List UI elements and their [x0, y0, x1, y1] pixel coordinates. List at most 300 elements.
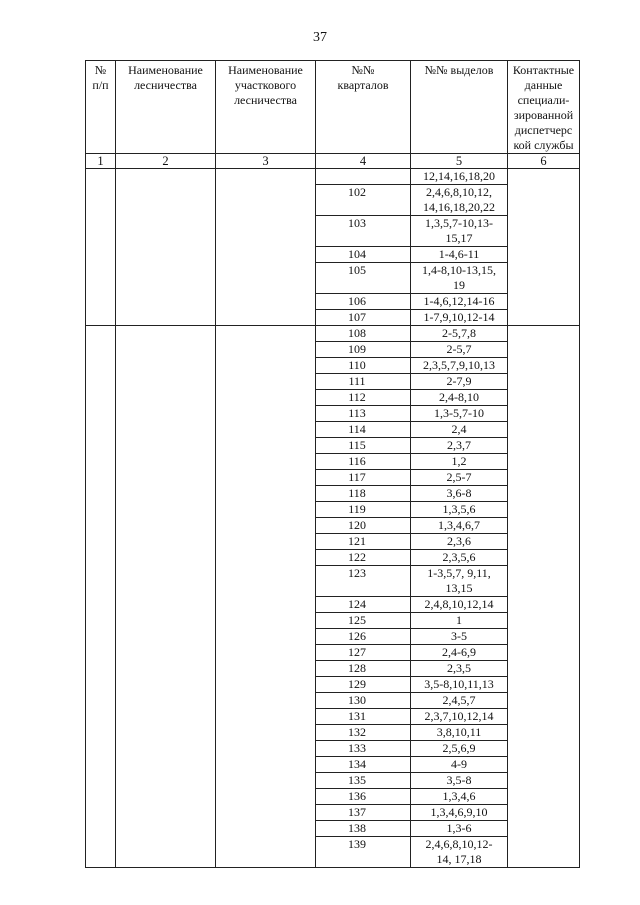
vydely-cell [411, 805, 508, 821]
table-row [86, 169, 580, 185]
empty-cell [116, 645, 216, 661]
table-row [86, 326, 580, 342]
column-header-line: лесничества [234, 93, 297, 107]
table-row [86, 837, 580, 868]
vydely-line: 1,3,5,6 [442, 502, 476, 516]
empty-cell [216, 677, 316, 693]
column-header-line: кварталов [337, 78, 389, 92]
table-row [86, 597, 580, 613]
vydely-line: 3-5 [451, 629, 467, 643]
kvartal-cell: 112 [316, 390, 411, 406]
table-row [86, 247, 580, 263]
column-header-line: участкового [234, 78, 297, 92]
empty-cell [86, 661, 116, 677]
empty-cell [508, 709, 580, 725]
vydely-cell [411, 677, 508, 693]
empty-cell [116, 518, 216, 534]
column-header-line: Контактные [512, 63, 575, 77]
empty-cell [508, 294, 580, 310]
empty-cell [86, 613, 116, 629]
vydely-line: 2,4,8,10,12,14 [424, 597, 494, 611]
empty-cell [508, 326, 580, 342]
empty-cell [86, 709, 116, 725]
empty-cell [86, 310, 116, 326]
empty-cell [116, 185, 216, 216]
empty-cell [86, 438, 116, 454]
empty-cell [116, 534, 216, 550]
empty-cell [508, 486, 580, 502]
table-row [86, 470, 580, 486]
vydely-line: 2,3,7 [447, 438, 471, 452]
empty-cell [86, 645, 116, 661]
empty-cell [86, 518, 116, 534]
table-row [86, 805, 580, 821]
empty-cell [216, 629, 316, 645]
vydely-cell [411, 709, 508, 725]
vydely-cell [411, 263, 508, 294]
table-row [86, 613, 580, 629]
table-row [86, 566, 580, 597]
empty-cell [116, 725, 216, 741]
vydely-line: 1-7,9,10,12-14 [423, 310, 495, 324]
column-header-line: №№ выделов [424, 63, 494, 77]
vydely-line: 14,16,18,20,22 [423, 200, 495, 214]
empty-cell [116, 470, 216, 486]
kvartal-cell: 126 [316, 629, 411, 645]
kvartal-cell: 127 [316, 645, 411, 661]
empty-cell [116, 741, 216, 757]
empty-cell [116, 390, 216, 406]
empty-cell [116, 486, 216, 502]
kvartal-cell: 102 [316, 185, 411, 216]
empty-cell [508, 470, 580, 486]
vydely-line: 1,3-5,7-10 [434, 406, 484, 420]
empty-cell [216, 534, 316, 550]
page-number: 37 [313, 30, 327, 45]
table-row [86, 390, 580, 406]
empty-cell [508, 342, 580, 358]
empty-cell [86, 263, 116, 294]
empty-cell [86, 597, 116, 613]
vydely-cell [411, 837, 508, 868]
empty-cell [216, 661, 316, 677]
empty-cell [508, 789, 580, 805]
empty-cell [508, 390, 580, 406]
vydely-line: 2-7,9 [446, 374, 472, 388]
empty-cell [508, 438, 580, 454]
empty-cell [508, 645, 580, 661]
empty-cell [86, 725, 116, 741]
empty-cell [116, 629, 216, 645]
table-row [86, 518, 580, 534]
empty-cell [216, 326, 316, 342]
empty-cell [508, 550, 580, 566]
vydely-line: 15,17 [445, 231, 473, 245]
kvartal-cell: 123 [316, 566, 411, 597]
kvartal-cell: 117 [316, 470, 411, 486]
table-row [86, 294, 580, 310]
table-row [86, 677, 580, 693]
empty-cell [508, 613, 580, 629]
column-header-line: лесничества [134, 78, 197, 92]
empty-cell [216, 422, 316, 438]
empty-cell [86, 470, 116, 486]
kvartal-cell: 114 [316, 422, 411, 438]
column-header-line: диспетчерс [514, 123, 573, 137]
vydely-cell [411, 725, 508, 741]
vydely-line: 1 [456, 613, 462, 627]
empty-cell [216, 263, 316, 294]
empty-cell [86, 757, 116, 773]
vydely-line: 3,5-8,10,11,13 [424, 677, 494, 691]
empty-cell [216, 294, 316, 310]
empty-cell [116, 374, 216, 390]
empty-cell [508, 661, 580, 677]
empty-cell [116, 789, 216, 805]
vydely-cell [411, 789, 508, 805]
vydely-cell [411, 470, 508, 486]
table-row [86, 693, 580, 709]
table-row [86, 310, 580, 326]
empty-cell [86, 629, 116, 645]
empty-cell [508, 773, 580, 789]
empty-cell [116, 502, 216, 518]
empty-cell [216, 725, 316, 741]
vydely-cell [411, 326, 508, 342]
empty-cell [508, 169, 580, 185]
empty-cell [116, 821, 216, 837]
column-header-line: зированной [513, 108, 574, 122]
empty-cell [86, 821, 116, 837]
empty-cell [116, 169, 216, 185]
empty-cell [86, 773, 116, 789]
vydely-cell [411, 773, 508, 789]
empty-cell [116, 247, 216, 263]
empty-cell [508, 725, 580, 741]
kvartal-cell: 128 [316, 661, 411, 677]
empty-cell [116, 263, 216, 294]
table-row [86, 629, 580, 645]
empty-cell [116, 709, 216, 725]
vydely-line: 2,5,6,9 [442, 741, 476, 755]
kvartal-cell: 113 [316, 406, 411, 422]
empty-cell [216, 470, 316, 486]
empty-cell [508, 185, 580, 216]
empty-cell [216, 342, 316, 358]
vydely-line: 1,3,4,6,7 [438, 518, 480, 532]
empty-cell [508, 741, 580, 757]
kvartal-cell: 139 [316, 837, 411, 868]
table-row [86, 757, 580, 773]
empty-cell [508, 821, 580, 837]
empty-cell [86, 502, 116, 518]
vydely-cell [411, 216, 508, 247]
column-header-line: № [94, 63, 107, 77]
empty-cell [216, 169, 316, 185]
kvartal-cell: 134 [316, 757, 411, 773]
table-row [86, 725, 580, 741]
vydely-cell [411, 502, 508, 518]
table-row [86, 821, 580, 837]
kvartal-cell: 111 [316, 374, 411, 390]
vydely-cell [411, 757, 508, 773]
empty-cell [86, 342, 116, 358]
vydely-cell [411, 597, 508, 613]
vydely-line: 4-9 [451, 757, 467, 771]
vydely-line: 1,3,4,6,9,10 [430, 805, 488, 819]
empty-cell [216, 438, 316, 454]
empty-cell [116, 837, 216, 868]
vydely-cell [411, 247, 508, 263]
empty-cell [216, 645, 316, 661]
empty-cell [86, 422, 116, 438]
empty-cell [116, 805, 216, 821]
empty-cell [508, 693, 580, 709]
empty-cell [508, 406, 580, 422]
empty-cell [86, 805, 116, 821]
vydely-line: 2,3,5,7,9,10,13 [423, 358, 495, 372]
empty-cell [216, 597, 316, 613]
vydely-line: 2,4,6,8,10,12, [426, 185, 492, 199]
column-header [116, 61, 216, 154]
vydely-cell [411, 645, 508, 661]
vydely-line: 13,15 [445, 581, 473, 595]
empty-cell [86, 693, 116, 709]
empty-cell [216, 741, 316, 757]
empty-cell [86, 358, 116, 374]
empty-cell [216, 789, 316, 805]
table-row [86, 263, 580, 294]
table-row [86, 550, 580, 566]
column-number: 4 [316, 154, 411, 169]
vydely-line: 1,3,5,7-10,13- [425, 216, 493, 230]
empty-cell [116, 406, 216, 422]
empty-cell [508, 216, 580, 247]
vydely-cell [411, 358, 508, 374]
header-row [86, 61, 580, 154]
kvartal-cell: 124 [316, 597, 411, 613]
kvartal-cell: 110 [316, 358, 411, 374]
column-header-line: Наименование [128, 63, 203, 77]
vydely-cell [411, 185, 508, 216]
empty-cell [86, 169, 116, 185]
vydely-line: 1-3,5,7, 9,11, [427, 566, 491, 580]
empty-cell [86, 677, 116, 693]
vydely-line: 1,4-8,10-13,15, [422, 263, 496, 277]
empty-cell [86, 374, 116, 390]
empty-cell [508, 502, 580, 518]
empty-cell [216, 486, 316, 502]
kvartal-cell: 105 [316, 263, 411, 294]
vydely-cell [411, 454, 508, 470]
vydely-cell [411, 741, 508, 757]
kvartal-cell: 138 [316, 821, 411, 837]
column-header-line: №№ [351, 63, 375, 77]
empty-cell [116, 597, 216, 613]
table-row [86, 358, 580, 374]
empty-cell [508, 374, 580, 390]
empty-cell [116, 566, 216, 597]
vydely-line: 14, 17,18 [436, 852, 482, 866]
empty-cell [216, 550, 316, 566]
empty-cell [216, 390, 316, 406]
empty-cell [216, 247, 316, 263]
empty-cell [116, 310, 216, 326]
table-row [86, 789, 580, 805]
kvartal-cell: 118 [316, 486, 411, 502]
vydely-cell [411, 566, 508, 597]
empty-cell [86, 789, 116, 805]
empty-cell [508, 597, 580, 613]
empty-cell [86, 216, 116, 247]
kvartal-cell: 130 [316, 693, 411, 709]
empty-cell [116, 454, 216, 470]
empty-cell [216, 374, 316, 390]
vydely-line: 2,4,6,8,10,12- [425, 837, 493, 851]
empty-cell [86, 454, 116, 470]
table-row [86, 502, 580, 518]
column-header [216, 61, 316, 154]
vydely-line: 2,3,5 [447, 661, 471, 675]
empty-cell [116, 216, 216, 247]
empty-cell [508, 518, 580, 534]
table-row [86, 486, 580, 502]
kvartal-cell: 119 [316, 502, 411, 518]
vydely-cell [411, 406, 508, 422]
column-header-line: Наименование [228, 63, 303, 77]
table-body [86, 169, 580, 868]
empty-cell [216, 185, 316, 216]
empty-cell [216, 406, 316, 422]
vydely-cell [411, 374, 508, 390]
empty-cell [86, 534, 116, 550]
empty-cell [216, 773, 316, 789]
vydely-cell [411, 534, 508, 550]
table-row [86, 422, 580, 438]
table-row [86, 773, 580, 789]
table-row [86, 342, 580, 358]
vydely-cell [411, 390, 508, 406]
vydely-cell [411, 169, 508, 185]
empty-cell [216, 310, 316, 326]
vydely-cell [411, 310, 508, 326]
column-header [508, 61, 580, 154]
empty-cell [508, 534, 580, 550]
empty-cell [216, 805, 316, 821]
table-row [86, 534, 580, 550]
kvartal-cell [316, 169, 411, 185]
kvartal-cell: 116 [316, 454, 411, 470]
vydely-line: 2-5,7,8 [442, 326, 476, 340]
table-row [86, 185, 580, 216]
column-number: 2 [116, 154, 216, 169]
empty-cell [116, 422, 216, 438]
vydely-line: 1,3,4,6 [442, 789, 476, 803]
empty-cell [86, 294, 116, 310]
vydely-line: 2,4-8,10 [439, 390, 479, 404]
kvartal-cell: 133 [316, 741, 411, 757]
empty-cell [116, 613, 216, 629]
empty-cell [508, 358, 580, 374]
empty-cell [116, 661, 216, 677]
empty-cell [116, 342, 216, 358]
forest-quarters-table [85, 60, 580, 868]
empty-cell [216, 693, 316, 709]
kvartal-cell: 106 [316, 294, 411, 310]
vydely-line: 3,8,10,11 [436, 725, 482, 739]
vydely-cell [411, 438, 508, 454]
empty-cell [86, 486, 116, 502]
kvartal-cell: 120 [316, 518, 411, 534]
empty-cell [86, 741, 116, 757]
vydely-line: 2,3,7,10,12,14 [424, 709, 494, 723]
vydely-line: 19 [453, 278, 465, 292]
empty-cell [116, 438, 216, 454]
empty-cell [86, 550, 116, 566]
vydely-line: 1,3-6 [446, 821, 472, 835]
empty-cell [508, 566, 580, 597]
table-row [86, 645, 580, 661]
empty-cell [216, 454, 316, 470]
vydely-line: 1-4,6,12,14-16 [423, 294, 495, 308]
column-number: 6 [508, 154, 580, 169]
empty-cell [216, 821, 316, 837]
empty-cell [216, 613, 316, 629]
vydely-line: 2,3,5,6 [442, 550, 476, 564]
kvartal-cell: 108 [316, 326, 411, 342]
kvartal-cell: 109 [316, 342, 411, 358]
vydely-cell [411, 629, 508, 645]
empty-cell [216, 837, 316, 868]
empty-cell [508, 757, 580, 773]
kvartal-cell: 137 [316, 805, 411, 821]
empty-cell [116, 294, 216, 310]
column-header [316, 61, 411, 154]
column-header [411, 61, 508, 154]
column-number-row [86, 154, 580, 169]
vydely-cell [411, 518, 508, 534]
column-number: 3 [216, 154, 316, 169]
vydely-line: 2,3,6 [447, 534, 471, 548]
kvartal-cell: 121 [316, 534, 411, 550]
vydely-cell [411, 613, 508, 629]
table-row [86, 406, 580, 422]
vydely-line: 1-4,6-11 [438, 247, 480, 261]
kvartal-cell: 107 [316, 310, 411, 326]
empty-cell [116, 773, 216, 789]
empty-cell [216, 502, 316, 518]
vydely-line: 12,14,16,18,20 [423, 169, 495, 183]
vydely-cell [411, 661, 508, 677]
empty-cell [116, 358, 216, 374]
empty-cell [86, 390, 116, 406]
empty-cell [116, 757, 216, 773]
kvartal-cell: 122 [316, 550, 411, 566]
empty-cell [216, 757, 316, 773]
empty-cell [86, 837, 116, 868]
empty-cell [508, 247, 580, 263]
vydely-line: 3,5-8 [446, 773, 472, 787]
column-header-line: кой службы [513, 138, 574, 152]
table-row [86, 661, 580, 677]
table-row [86, 741, 580, 757]
vydely-cell [411, 294, 508, 310]
vydely-line: 2,5-7 [446, 470, 472, 484]
vydely-line: 2,4-6,9 [442, 645, 476, 659]
column-header [86, 61, 116, 154]
column-header-line: п/п [92, 78, 109, 92]
empty-cell [216, 566, 316, 597]
